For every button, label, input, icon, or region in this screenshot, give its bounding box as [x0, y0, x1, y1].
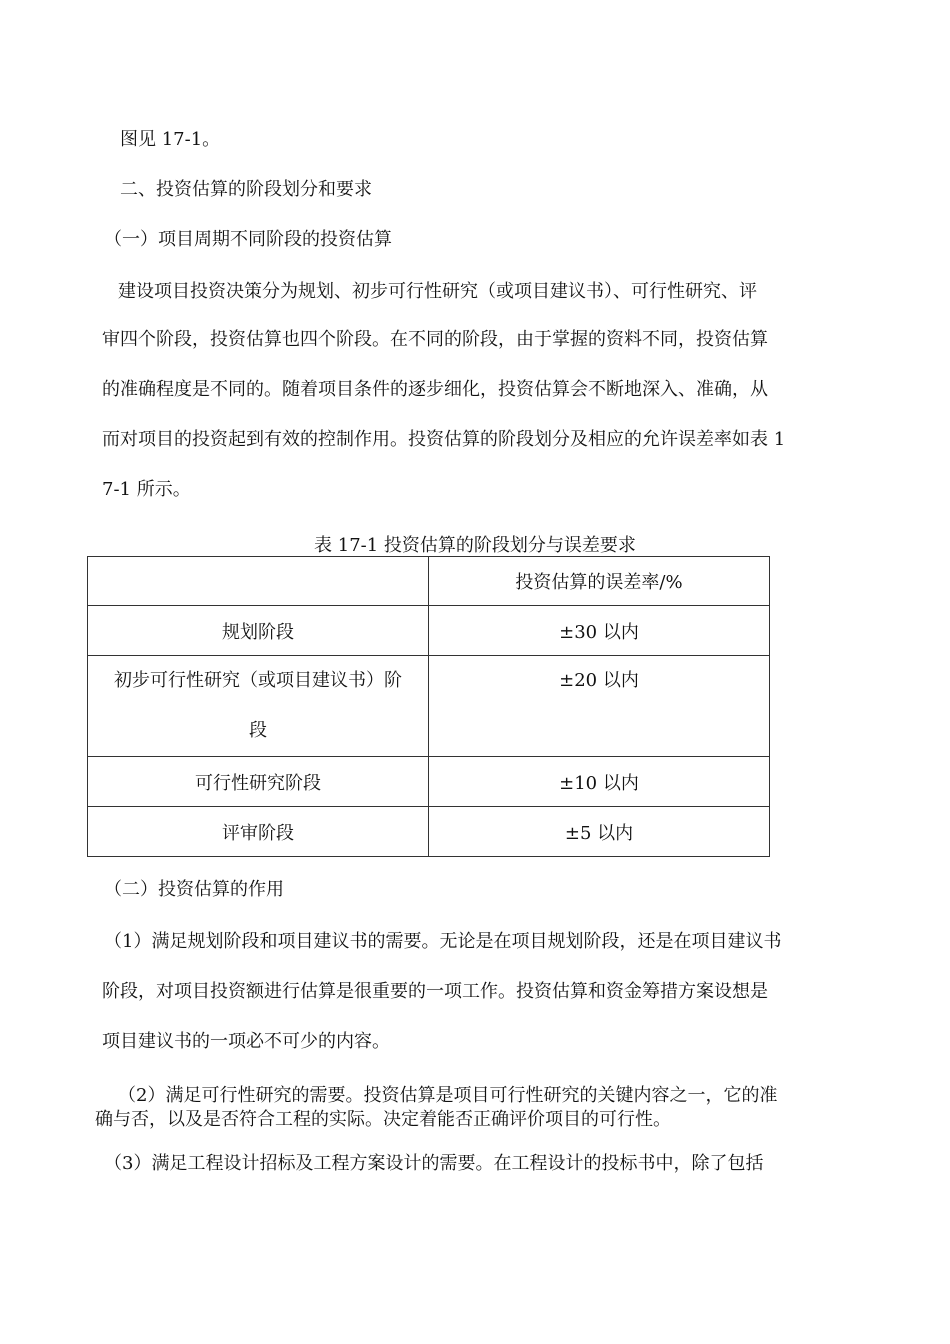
section-heading: 二、投资估算的阶段划分和要求	[120, 179, 372, 200]
error-rate-table	[87, 556, 770, 857]
paragraph-line: （2）满足可行性研究的需要。投资估算是项目可行性研究的关键内容之一，它的准	[118, 1085, 778, 1106]
figure-reference: 图见 17-1。	[120, 129, 221, 150]
table-row	[88, 606, 770, 656]
paragraph-line: 的准确程度是不同的。随着项目条件的逐步细化，投资估算会不断地深入、准确，从	[102, 379, 768, 400]
error-cell: ±30 以内	[429, 606, 770, 656]
table-header-cell	[88, 557, 429, 606]
stage-cell-line: 段	[249, 720, 267, 741]
paragraph-line: 确与否，以及是否符合工程的实际。决定着能否正确评价项目的可行性。	[95, 1109, 671, 1130]
table-header-cell: 投资估算的误差率/%	[429, 557, 770, 606]
table-caption: 表 17-1 投资估算的阶段划分与误差要求	[314, 535, 636, 556]
stage-cell	[88, 656, 429, 757]
paragraph-line: （1）满足规划阶段和项目建议书的需要。无论是在项目规划阶段，还是在项目建议书	[104, 931, 782, 952]
subsection-heading: （二）投资估算的作用	[104, 879, 284, 900]
paragraph-line: 而对项目的投资起到有效的控制作用。投资估算的阶段划分及相应的允许误差率如表 1	[102, 429, 786, 450]
table-header-row	[88, 557, 770, 606]
paragraph-line: 项目建议书的一项必不可少的内容。	[102, 1031, 390, 1052]
stage-cell: 评审阶段	[88, 807, 429, 857]
error-cell: ±5 以内	[429, 807, 770, 857]
paragraph-line: 审四个阶段，投资估算也四个阶段。在不同的阶段，由于掌握的资料不同，投资估算	[102, 329, 768, 350]
table-row	[88, 656, 770, 757]
table-row	[88, 757, 770, 807]
stage-cell: 可行性研究阶段	[88, 757, 429, 807]
stage-cell-line: 初步可行性研究（或项目建议书）阶	[114, 670, 402, 691]
stage-cell: 规划阶段	[88, 606, 429, 656]
paragraph-line: 7-1 所示。	[102, 479, 191, 500]
subsection-heading: （一）项目周期不同阶段的投资估算	[104, 229, 392, 250]
error-cell: ±20 以内	[429, 656, 770, 757]
table-row	[88, 807, 770, 857]
error-cell: ±10 以内	[429, 757, 770, 807]
paragraph-line: 建设项目投资决策分为规划、初步可行性研究（或项目建议书）、可行性研究、评	[118, 281, 757, 302]
paragraph-line: （3）满足工程设计招标及工程方案设计的需要。在工程设计的投标书中，除了包括	[104, 1153, 764, 1174]
paragraph-line: 阶段，对项目投资额进行估算是很重要的一项工作。投资估算和资金筹措方案设想是	[102, 981, 768, 1002]
